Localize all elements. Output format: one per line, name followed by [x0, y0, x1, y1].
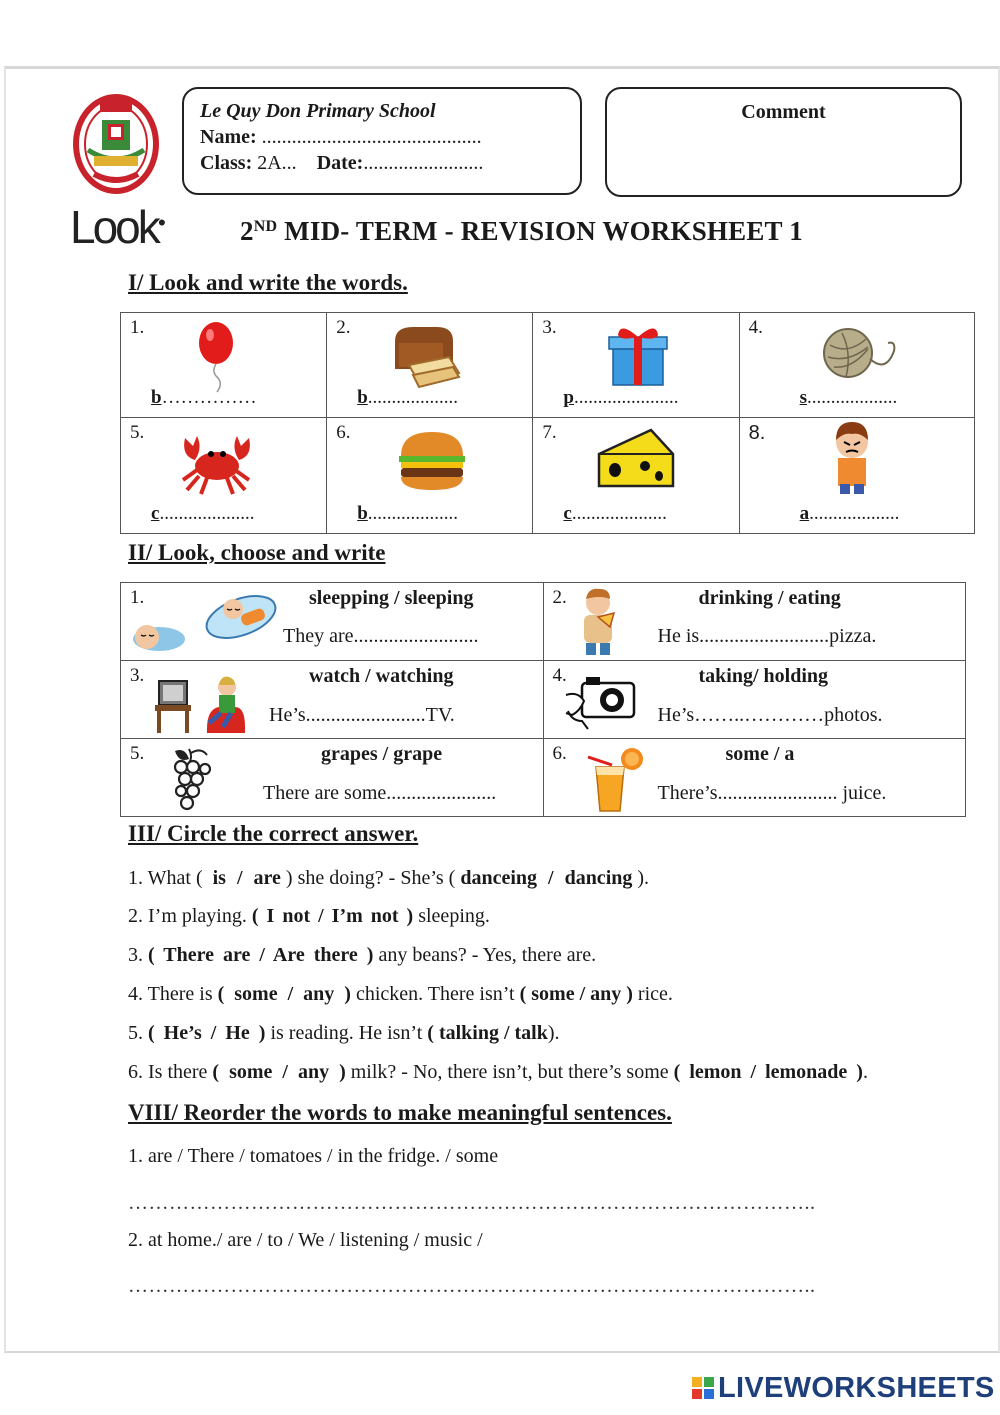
choice-is-are[interactable]: is / are — [212, 867, 281, 889]
s2-cell-3 — [121, 661, 544, 739]
s1-num: 7. — [542, 422, 557, 443]
s2-options: grapes / grape — [321, 743, 443, 765]
s2-num: 5. — [130, 743, 145, 764]
section1-heading: I/ Look and write the words. — [128, 270, 408, 295]
s1-answer[interactable]: c.................... — [563, 503, 667, 524]
class-value: 2A... — [257, 152, 297, 174]
school-name: Le Quy Don Primary School — [200, 100, 436, 122]
brand-text: LIVEWORKSHEETS — [718, 1372, 995, 1404]
s2-options: watch / watching — [309, 665, 454, 687]
s1-cell-3 — [533, 313, 739, 418]
date-label: Date: — [316, 152, 364, 174]
s1-cell-8 — [739, 418, 974, 534]
liveworksheets-brand — [692, 1372, 995, 1405]
balloon-icon — [191, 319, 241, 394]
comment-label: Comment — [741, 101, 826, 123]
juice-icon — [586, 745, 648, 815]
s1-cell-4 — [739, 313, 974, 418]
s4-question-1: 1. are / There / tomatoes / in the fridge. / some — [128, 1145, 499, 1167]
s1-num: 6. — [336, 422, 351, 443]
s1-answer[interactable]: c.................... — [151, 503, 255, 524]
s2-cell-2 — [543, 583, 966, 661]
angry-boy-icon — [822, 422, 882, 494]
s3-question-2: 2. I’m playing. ( I not / I’m not ) sleeping. — [128, 905, 490, 927]
s2-options: taking/ holding — [698, 665, 829, 687]
s1-cell-6 — [327, 418, 533, 534]
section3-heading: III/ Circle the correct answer. — [128, 821, 419, 846]
s2-sentence[interactable]: He’s……..…………photos. — [657, 704, 883, 726]
look-logo-text: Look — [70, 201, 158, 253]
camera-icon — [564, 671, 636, 733]
choice-some-any-3[interactable]: ( some / any ) — [212, 1061, 346, 1083]
s1-cell-1 — [121, 313, 327, 418]
choice-there-are[interactable]: ( There are / Are there ) — [148, 944, 374, 966]
date-field[interactable]: ........................ — [363, 152, 484, 174]
s1-num: 5. — [130, 422, 145, 443]
s2-options: drinking / eating — [698, 587, 841, 609]
s1-answer[interactable]: p...................... — [563, 387, 679, 408]
class-label: Class: — [200, 152, 253, 174]
s1-answer[interactable]: a................... — [799, 503, 900, 524]
name-label: Name: — [200, 126, 257, 148]
burger-icon — [397, 430, 467, 492]
grapes-icon — [171, 745, 211, 811]
s1-cell-2 — [327, 313, 533, 418]
s2-cell-1 — [121, 583, 544, 661]
name-field[interactable]: ............................................ — [261, 126, 482, 148]
choice-talking-talk[interactable]: ( talking / talk — [427, 1022, 548, 1044]
s2-options: some / a — [725, 743, 795, 765]
choice-hes-he[interactable]: ( He’s / He ) — [148, 1022, 266, 1044]
s2-cell-4 — [543, 661, 966, 739]
look-logo — [70, 200, 166, 254]
s1-answer[interactable]: b................... — [357, 387, 459, 408]
school-logo-icon — [72, 90, 160, 196]
watching-tv-icon — [155, 669, 251, 735]
section2-heading: II/ Look, choose and write — [128, 540, 386, 565]
section2-table — [120, 582, 966, 817]
section4-heading: VIII/ Reorder the words to make meaningful sentences. — [128, 1100, 672, 1125]
s3-question-4: 4. There is ( some / any ) chicken. There isn’t ( some / any ) rice. — [128, 983, 673, 1005]
title-sup: ND — [253, 218, 278, 235]
s2-cell-5 — [121, 739, 544, 817]
choice-some-any-1[interactable]: ( some / any ) — [217, 983, 351, 1005]
s3-question-1: 1. What ( is / are ) she doing? - She’s ( danceing / dancing ). — [128, 867, 650, 889]
string-icon — [820, 323, 900, 383]
s4-question-2: 2. at home./ are / to / We / listening / music / — [128, 1229, 483, 1251]
s2-sentence[interactable]: He’s........................TV. — [269, 704, 455, 726]
s2-num: 6. — [552, 743, 567, 764]
sleeping-baby-icon — [129, 587, 279, 657]
s2-sentence[interactable]: They are......................... — [283, 625, 479, 647]
choice-some-any-2[interactable]: ( some / any ) — [519, 983, 633, 1005]
s1-num: 8. — [748, 422, 766, 444]
section1-table — [120, 312, 975, 534]
s3-question-3: 3. ( There are / Are there ) any beans? - Yes, there are. — [128, 944, 597, 966]
choice-danceing-dancing[interactable]: danceing / dancing — [460, 867, 633, 889]
page-title — [240, 216, 803, 247]
class-date-line — [200, 152, 483, 175]
boy-eating-icon — [570, 587, 628, 657]
s2-options: sleepping / sleeping — [309, 587, 474, 609]
s2-sentence[interactable]: There’s........................ juice. — [657, 782, 887, 804]
crab-icon — [177, 428, 257, 496]
s2-sentence[interactable]: There are some...................... — [263, 782, 497, 804]
s4-answer-1[interactable]: ……………………………………………………………………………………….. — [128, 1192, 816, 1214]
bread-icon — [389, 321, 461, 391]
s3-question-6: 6. Is there ( some / any ) milk? - No, there isn’t, but there’s some ( lemon / lemonade ). — [128, 1061, 868, 1083]
liveworksheets-logo-icon — [692, 1377, 714, 1399]
s1-num: 4. — [748, 317, 763, 338]
look-logo-dot: ● — [157, 213, 167, 230]
s3-question-5: 5. ( He’s / He ) is reading. He isn’t ( talking / talk). — [128, 1022, 560, 1044]
s1-num: 1. — [130, 317, 145, 338]
s1-answer[interactable]: b................... — [357, 503, 459, 524]
present-icon — [605, 321, 671, 389]
title-prefix: 2 — [240, 216, 254, 246]
choice-i-not[interactable]: ( I not / I’m not ) — [251, 905, 414, 927]
s2-num: 1. — [130, 587, 145, 608]
s2-num: 4. — [552, 665, 567, 686]
s1-num: 2. — [336, 317, 351, 338]
s1-answer[interactable]: b…………… — [151, 387, 257, 408]
s2-cell-6 — [543, 739, 966, 817]
title-rest: MID- TERM - REVISION WORKSHEET 1 — [284, 216, 803, 246]
name-line — [200, 126, 482, 149]
s2-sentence[interactable]: He is..........................pizza. — [657, 625, 877, 647]
s1-answer[interactable]: s................... — [799, 387, 898, 408]
s2-num: 3. — [130, 665, 145, 686]
s1-cell-5 — [121, 418, 327, 534]
cheese-icon — [595, 424, 677, 494]
s4-answer-2[interactable]: ……………………………………………………………………………………….. — [128, 1275, 816, 1297]
s2-num: 2. — [552, 587, 567, 608]
top-margin — [0, 0, 1000, 60]
s1-num: 3. — [542, 317, 557, 338]
choice-lemon-lemonade[interactable]: ( lemon / lemonade ) — [673, 1061, 863, 1083]
s1-cell-7 — [533, 418, 739, 534]
